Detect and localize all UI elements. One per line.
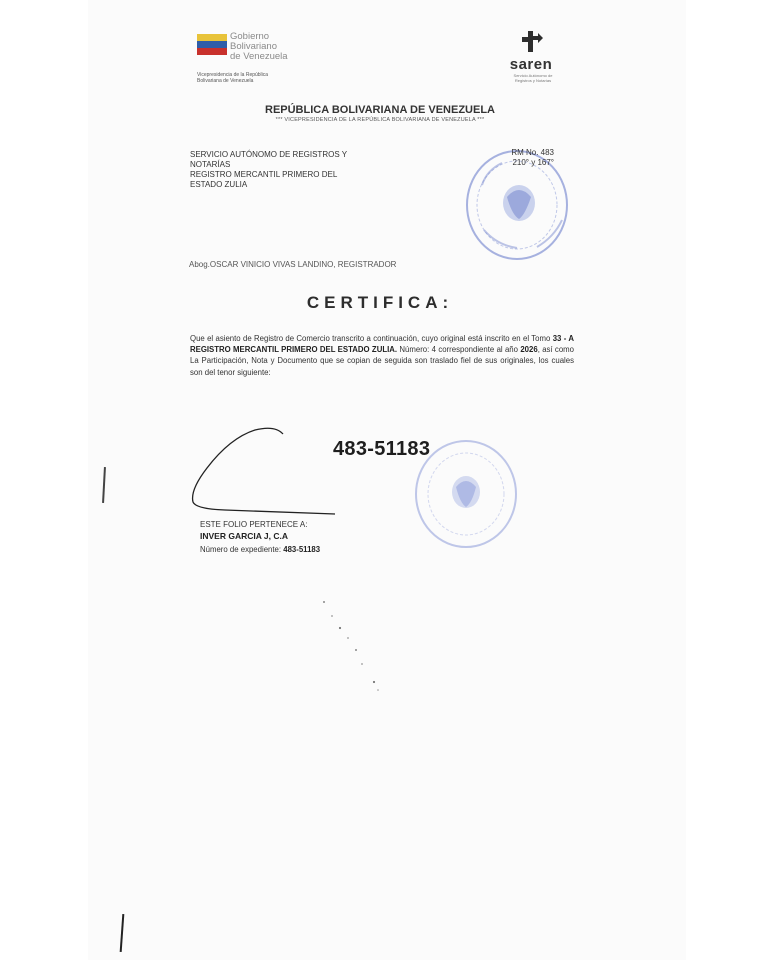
handwritten-signature bbox=[185, 424, 355, 520]
rm-number-block bbox=[504, 148, 554, 168]
office-name bbox=[190, 150, 380, 190]
certification-text: , así como La Participación, Nota y Documento que se copian de seguida son traslado fiel de sus originales, los cuales son del tenor siguiente: bbox=[190, 345, 574, 377]
page-margin-right bbox=[686, 0, 768, 960]
government-name-line: Bolivariano bbox=[230, 41, 277, 52]
scan-specks bbox=[318, 598, 398, 698]
flag-stripe-red bbox=[197, 48, 227, 55]
certification-paragraph bbox=[190, 333, 574, 378]
rm-code: 210° y 167° bbox=[512, 158, 554, 167]
certification-text: Que el asiento de Registro de Comercio transcrito a continuación, cuyo original está inscrito en el Tomo bbox=[190, 334, 551, 343]
saren-logo bbox=[503, 30, 563, 90]
republic-title: REPÚBLICA BOLIVARIANA DE VENEZUELA bbox=[265, 104, 495, 116]
folio-company: INVER GARCIA J, C.A bbox=[200, 531, 289, 541]
certification-tomo: 33 - A REGISTRO MERCANTIL PRIMERO DEL ESTADO ZULIA. bbox=[190, 334, 574, 355]
expediente-line bbox=[200, 545, 320, 554]
folio-belongs-label: ESTE FOLIO PERTENECE A: bbox=[200, 520, 308, 529]
saren-mark-icon bbox=[519, 30, 545, 54]
saren-name: saren bbox=[509, 56, 553, 73]
office-line: SERVICIO AUTÓNOMO DE REGISTROS Y bbox=[190, 150, 348, 159]
certification-title: CERTIFICA: bbox=[306, 293, 454, 312]
expediente-value: 483-51183 bbox=[283, 545, 321, 554]
government-name-line: de Venezuela bbox=[230, 51, 288, 62]
page-margin-left bbox=[0, 0, 88, 960]
flag-stripe-blue bbox=[197, 41, 227, 48]
office-line: NOTARÍAS bbox=[190, 160, 231, 169]
government-subtitle bbox=[197, 72, 307, 84]
flag-stripe-yellow bbox=[197, 34, 227, 41]
government-name bbox=[230, 32, 288, 62]
government-name-line: Gobierno bbox=[230, 31, 270, 42]
document-page bbox=[88, 0, 686, 960]
republic-subtitle: *** VICEPRESIDENCIA DE LA REPÚBLICA BOLIVARIANA DE VENEZUELA *** bbox=[275, 117, 485, 123]
office-line: ESTADO ZULIA bbox=[190, 180, 248, 189]
certification-year: 2026 bbox=[520, 345, 538, 355]
venezuela-flag-icon bbox=[197, 34, 227, 56]
government-logo bbox=[197, 30, 307, 92]
rm-number: RM No. 483 bbox=[511, 148, 554, 157]
registrar-name: Abog.OSCAR VINICIO VIVAS LANDINO, REGISTRADOR bbox=[189, 260, 397, 269]
expediente-label: Número de expediente: bbox=[200, 545, 282, 554]
certification-text: Número: 4 correspondiente al año bbox=[399, 345, 518, 355]
official-seal-stamp bbox=[412, 437, 520, 551]
government-subtitle-line: Vicepresidencia de la República bbox=[197, 72, 269, 78]
folio-number: 483-51183 bbox=[333, 438, 431, 460]
saren-subtitle: Servicio Autónomo de Registros y Notarías bbox=[513, 73, 553, 83]
government-subtitle-line: Bolivariana de Venezuela bbox=[197, 78, 254, 84]
office-line: REGISTRO MERCANTIL PRIMERO DEL bbox=[190, 170, 338, 179]
